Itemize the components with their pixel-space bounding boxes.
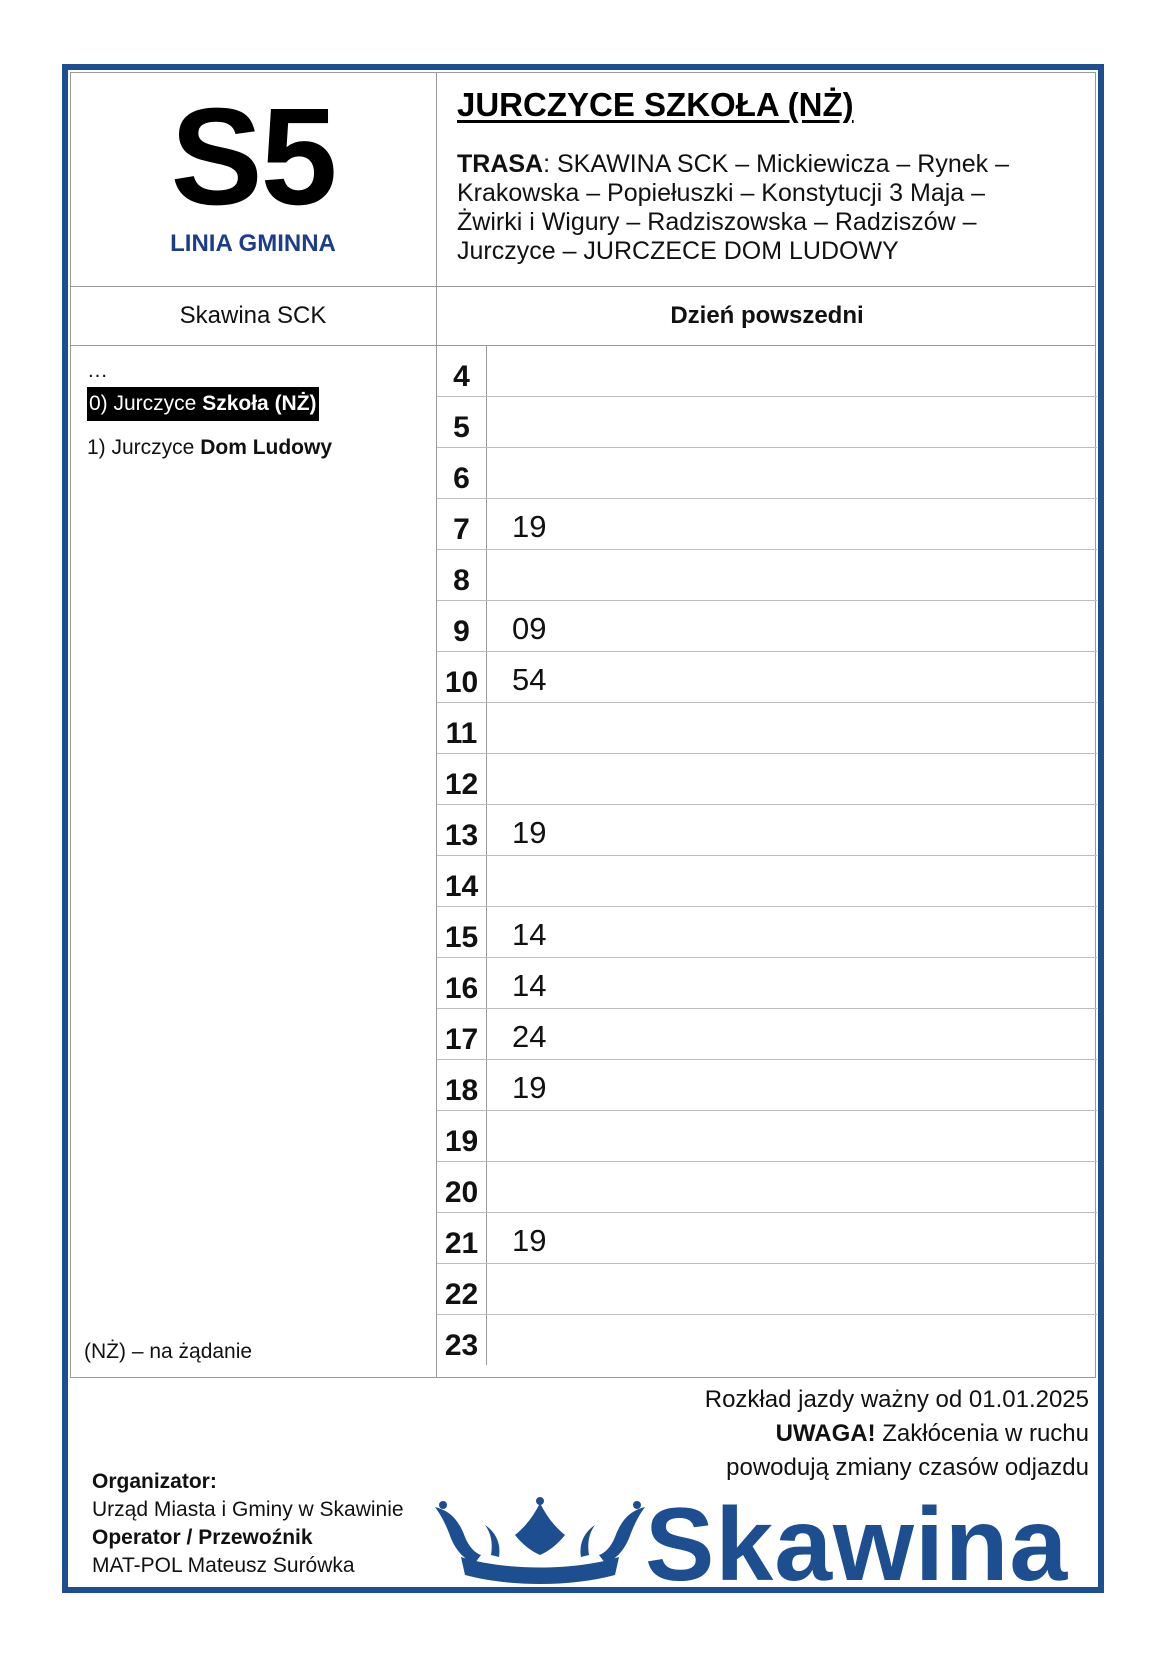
hour-cell: 22: [437, 1264, 487, 1314]
route-description: [457, 150, 1037, 266]
table-row: [437, 856, 1097, 907]
warning-text-continued: powodują zmiany czasów odjazdu: [726, 1454, 1089, 1481]
hour-cell: 7: [437, 499, 487, 549]
table-row: [437, 499, 1097, 550]
table-row: [437, 1213, 1097, 1264]
operator-label: Operator / Przewoźnik: [92, 1526, 313, 1549]
hour-cell: 8: [437, 550, 487, 600]
warning-text: Zakłócenia w ruchu: [875, 1420, 1089, 1447]
stop-item-name: Szkoła (NŻ): [202, 392, 317, 415]
hour-cell: 17: [437, 1009, 487, 1059]
table-row: [437, 1060, 1097, 1111]
minutes-cell: 14: [512, 968, 547, 1003]
hour-cell: 21: [437, 1213, 487, 1263]
stop-list: [87, 355, 427, 475]
stop-item: [87, 433, 332, 463]
crown-icon: [435, 1497, 645, 1589]
table-row: [437, 346, 1097, 397]
hour-cell: 23: [437, 1315, 487, 1365]
departure-table: [437, 346, 1097, 1366]
route-text: : SKAWINA SCK – Mickiewicza – Rynek –: [543, 150, 1009, 178]
table-row: [437, 703, 1097, 754]
validity-info: [705, 1383, 1089, 1485]
minutes-cell: 19: [512, 509, 547, 544]
warning-line: [705, 1417, 1089, 1451]
stop-item-prefix: 0) Jurczyce: [89, 392, 203, 415]
skawina-logo: [435, 1487, 1105, 1603]
table-row: [437, 958, 1097, 1009]
operator-name: MAT-POL Mateusz Surówka: [92, 1554, 355, 1577]
minutes-cell: 14: [512, 917, 547, 952]
table-row: [437, 1111, 1097, 1162]
hour-cell: 9: [437, 601, 487, 651]
stop-item-prefix: 1) Jurczyce: [87, 436, 201, 459]
minutes-cell: 19: [512, 1070, 547, 1105]
hour-cell: 15: [437, 907, 487, 957]
hour-cell: 5: [437, 397, 487, 447]
route-line-3: Żwirki i Wigury – Radziszowska – Radziszów –: [457, 208, 977, 236]
table-row: [437, 397, 1097, 448]
route-line-1: [457, 150, 1037, 179]
minutes-cell: 24: [512, 1019, 547, 1054]
minutes-cell: 19: [512, 1223, 547, 1258]
request-stop-note: (NŻ) – na żądanie: [84, 1340, 253, 1363]
table-row: [437, 448, 1097, 499]
minutes-cell: 19: [512, 815, 547, 850]
route-label: TRASA: [457, 150, 544, 178]
stop-item-current: [87, 387, 319, 421]
origin-stop: Skawina SCK: [179, 302, 327, 329]
hour-cell: 16: [437, 958, 487, 1008]
table-row: [437, 754, 1097, 805]
hour-cell: 14: [437, 856, 487, 906]
hour-cell: 10: [437, 652, 487, 702]
table-row: [437, 550, 1097, 601]
warning-label: UWAGA!: [775, 1420, 876, 1447]
hour-cell: 4: [437, 346, 487, 396]
grid-divider-header: [70, 286, 1096, 287]
validity-date: Rozkład jazdy ważny od 01.01.2025: [704, 1386, 1089, 1413]
minutes-cell: 09: [512, 611, 547, 646]
day-type-header: Dzień powszedni: [670, 302, 864, 329]
stop-list-ellipsis: …: [87, 359, 108, 382]
table-row: [437, 601, 1097, 652]
table-row: [437, 1162, 1097, 1213]
minutes-cell: 54: [512, 662, 547, 697]
table-row: [437, 1315, 1097, 1366]
table-row: [437, 907, 1097, 958]
route-line-4: Jurczyce – JURCZECE DOM LUDOWY: [457, 237, 899, 265]
organizer-label: Organizator:: [92, 1470, 217, 1493]
table-row: [437, 1264, 1097, 1315]
table-row: [437, 652, 1097, 703]
route-line-2: Krakowska – Popiełuszki – Konstytucji 3 Maja –: [457, 179, 986, 207]
hour-cell: 18: [437, 1060, 487, 1110]
stop-item-name: Dom Ludowy: [200, 436, 333, 459]
hour-cell: 6: [437, 448, 487, 498]
organizer-name: Urząd Miasta i Gminy w Skawinie: [92, 1498, 404, 1521]
stop-title: JURCZYCE SZKOŁA (NŻ): [457, 86, 854, 123]
organizer-info: [92, 1468, 404, 1580]
logo-text: Skawina: [645, 1487, 1069, 1603]
line-number: S5: [170, 80, 336, 234]
hour-cell: 11: [437, 703, 487, 753]
hour-cell: 13: [437, 805, 487, 855]
table-row: [437, 805, 1097, 856]
line-type: LINIA GMINNA: [170, 230, 336, 257]
hour-cell: 20: [437, 1162, 487, 1212]
hour-cell: 12: [437, 754, 487, 804]
table-row: [437, 1009, 1097, 1060]
hour-cell: 19: [437, 1111, 487, 1161]
